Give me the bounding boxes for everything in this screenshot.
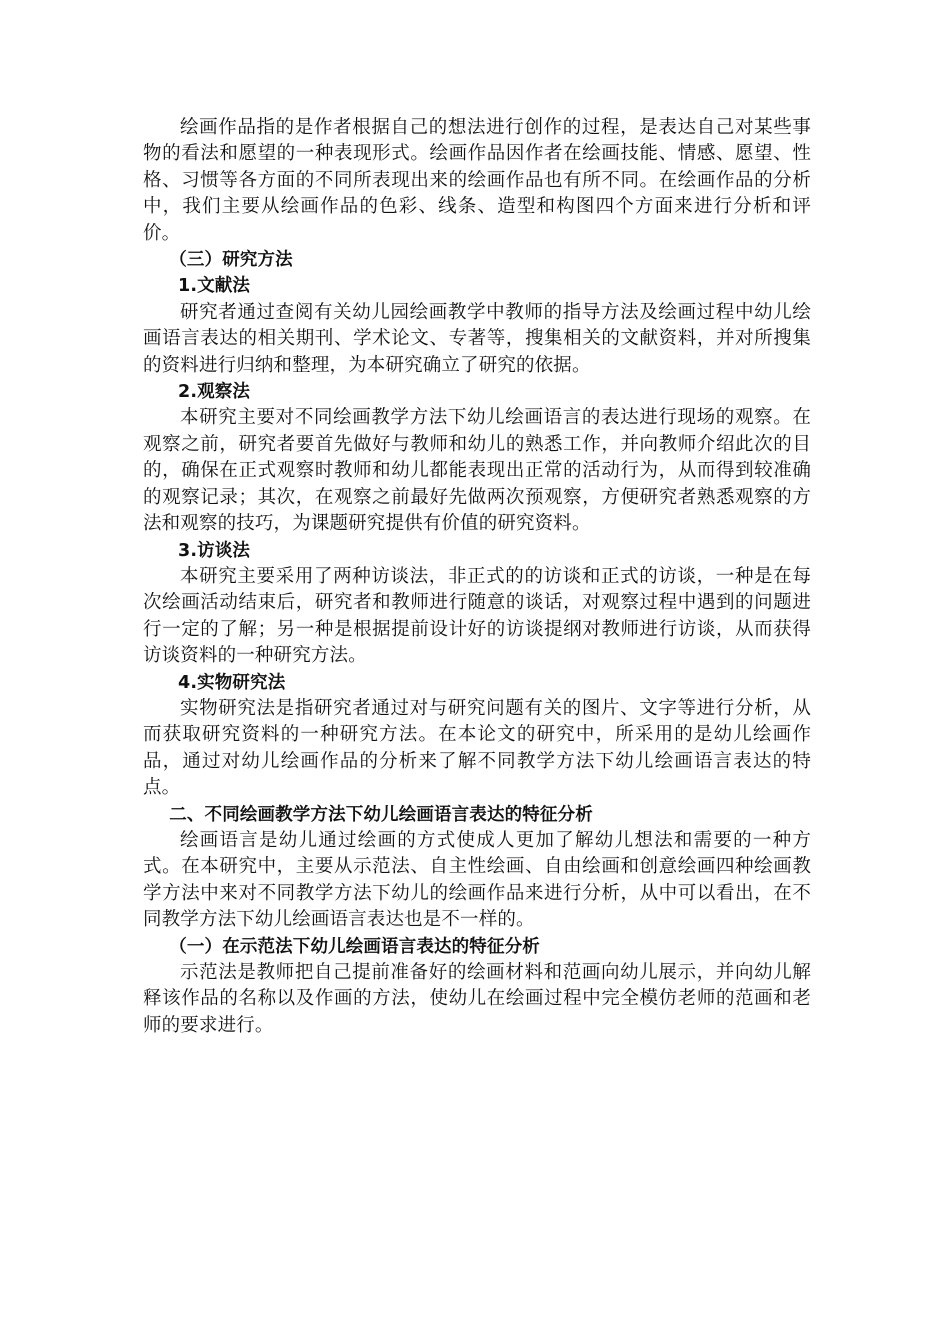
body-paragraph: 绘画语言是幼儿通过绘画的方式使成人更加了解幼儿想法和需要的一种方式。在本研究中，主要从示范法、自主性绘画、自由绘画和创意绘画四种绘画教学方法中来对不同教学方法下幼儿的绘画作品来进行分析，从中可以看出，在不同教学方法下幼儿绘画语言表达也是不一样的。 <box>143 829 811 931</box>
body-paragraph: 本研究主要对不同绘画教学方法下幼儿绘画语言的表达进行现场的观察。在观察之前，研究者要首先做好与教师和幼儿的熟悉工作，并向教师介绍此次的目的，确保在正式观察时教师和幼儿都能表现出正常的活动行为，从而得到较准确的观察记录；其次，在观察之前最好先做两次预观察，方便研究者熟悉观察的方法和观察的技巧，为课题研究提供有价值的研究资料。 <box>143 407 811 535</box>
body-paragraph: 研究者通过查阅有关幼儿园绘画教学中教师的指导方法及绘画过程中幼儿绘画语言表达的相关期刊、学术论文、专著等，搜集相关的文献资料，并对所搜集的资料进行归纳和整理，为本研究确立了研究的依据。 <box>143 301 811 376</box>
body-paragraph: 示范法是教师把自己提前准备好的绘画材料和范画向幼儿展示，并向幼儿解释该作品的名称以及作画的方法，使幼儿在绘画过程中完全模仿老师的范画和老师的要求进行。 <box>143 962 811 1036</box>
document-body <box>143 115 811 1039</box>
method-heading: 4.实物研究法 <box>178 672 286 693</box>
section-heading: （三）研究方法 <box>169 250 293 271</box>
body-paragraph: 本研究主要采用了两种访谈法，非正式的的访谈和正式的访谈，一种是在每次绘画活动结束后，研究者和教师进行随意的谈话，对观察过程中遇到的问题进行一定的了解；另一种是根据提前设计好的访谈提纲对教师进行访谈，从而获得访谈资料的一种研究方法。 <box>143 565 811 667</box>
method-heading: 3.访谈法 <box>178 540 251 561</box>
part-heading: 二、不同绘画教学方法下幼儿绘画语言表达的特征分析 <box>169 804 593 825</box>
body-paragraph: 实物研究法是指研究者通过对与研究问题有关的图片、文字等进行分析，从而获取研究资料的一种研究方法。在本论文的研究中，所采用的是幼儿绘画作品，通过对幼儿绘画作品的分析来了解不同教学方法下幼儿绘画语言表达的特点。 <box>143 697 811 799</box>
subsection-heading: （一）在示范法下幼儿绘画语言表达的特征分析 <box>169 936 540 957</box>
body-paragraph: 绘画作品指的是作者根据自己的想法进行创作的过程，是表达自己对某些事物的看法和愿望的一种表现形式。绘画作品因作者在绘画技能、情感、愿望、性格、习惯等各方面的不同所表现出来的绘画作品也有所不同。在绘画作品的分析中，我们主要从绘画作品的色彩、线条、造型和构图四个方面来进行分析和评价。 <box>143 117 811 244</box>
method-heading: 1.文献法 <box>178 276 251 297</box>
method-heading: 2.观察法 <box>178 382 251 403</box>
